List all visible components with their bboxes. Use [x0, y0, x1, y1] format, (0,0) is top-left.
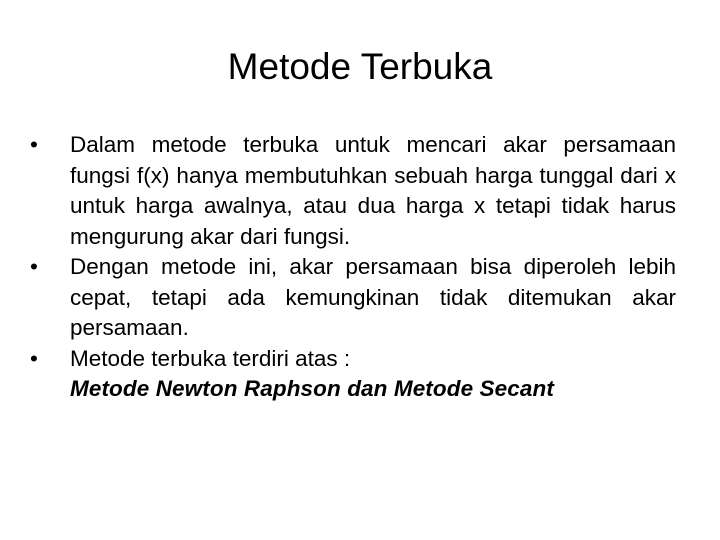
slide-title: Metode Terbuka: [227, 46, 493, 87]
bullet-icon: •: [30, 254, 38, 279]
bullet-icon: •: [30, 345, 38, 371]
bullet-list: [26, 130, 676, 405]
bullet-icon: •: [30, 132, 38, 157]
bullet-text: Dengan metode ini, akar persamaan bisa diperoleh lebih cepat, tetapi ada kemungkinan tidak ditemukan akar persamaan.: [70, 254, 676, 340]
bullet-item: [26, 252, 676, 344]
method-names-line: Metode Newton Raphson dan Metode Secant: [70, 376, 554, 401]
bullet-text: Metode terbuka terdiri atas :: [70, 345, 351, 371]
bullet-item: [26, 130, 676, 252]
bullet-item: [26, 344, 676, 405]
bullet-text: Dalam metode terbuka untuk mencari akar persamaan fungsi f(x) hanya membutuhkan sebuah harga tunggal dari x untuk harga awalnya, atau dua harga x tetapi tidak harus mengurung akar dari fungsi.: [70, 132, 676, 249]
